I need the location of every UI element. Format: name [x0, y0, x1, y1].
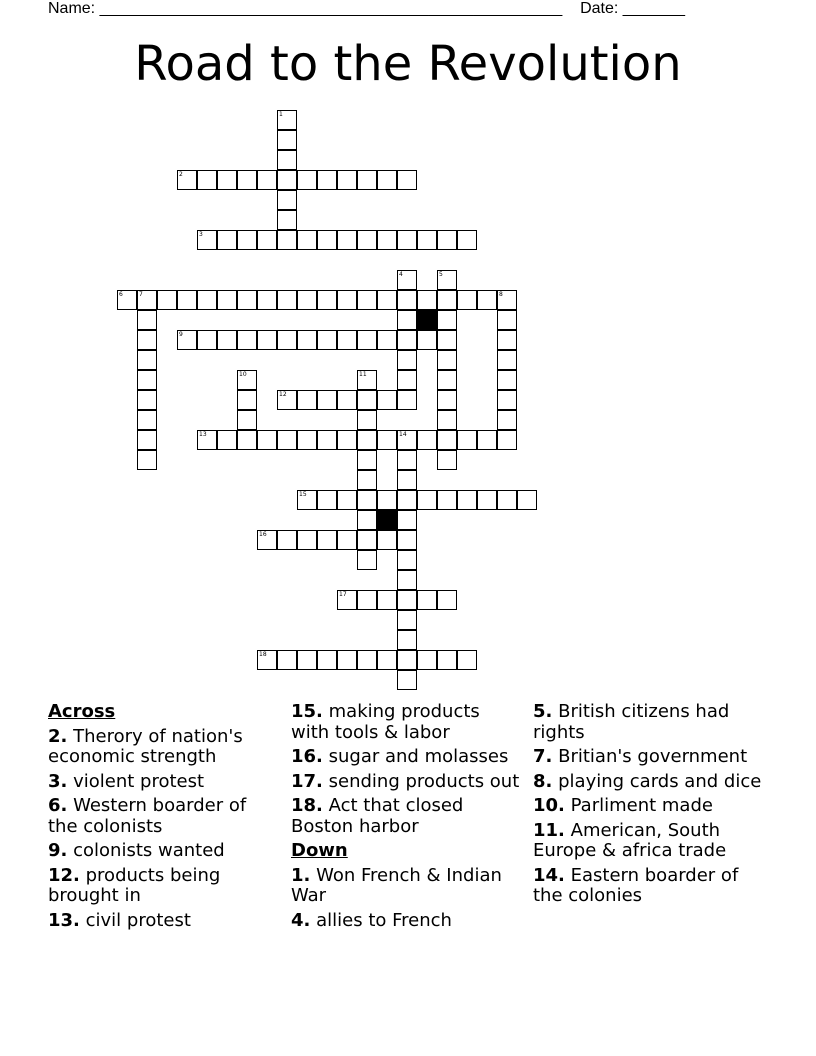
grid-cell[interactable]: [317, 390, 337, 410]
grid-cell[interactable]: [177, 170, 197, 190]
grid-cell[interactable]: [317, 170, 337, 190]
grid-cell[interactable]: [357, 410, 377, 430]
grid-cell[interactable]: [277, 390, 297, 410]
grid-cell[interactable]: [257, 170, 277, 190]
grid-cell[interactable]: [437, 350, 457, 370]
cell-number: 2: [179, 171, 183, 178]
grid-cell[interactable]: [357, 330, 377, 350]
clues-column-1: [48, 702, 278, 935]
grid-cell[interactable]: [397, 290, 417, 310]
grid-cell[interactable]: [277, 170, 297, 190]
grid-cell[interactable]: [297, 530, 317, 550]
grid-cell[interactable]: [337, 230, 357, 250]
grid-cell[interactable]: [237, 410, 257, 430]
down-heading: Down: [291, 840, 348, 861]
grid-cell[interactable]: [317, 530, 337, 550]
grid-cell[interactable]: [397, 530, 417, 550]
grid-cell[interactable]: [397, 230, 417, 250]
grid-cell[interactable]: [257, 650, 277, 670]
clue-across-15: 15. making products with tools & labor: [291, 701, 480, 743]
grid-cell[interactable]: [357, 650, 377, 670]
grid-cell[interactable]: [477, 290, 497, 310]
grid-cell[interactable]: [457, 290, 477, 310]
grid-cell[interactable]: [277, 230, 297, 250]
grid-cell[interactable]: [437, 650, 457, 670]
grid-cell[interactable]: [437, 330, 457, 350]
grid-cell[interactable]: [497, 430, 517, 450]
grid-cell[interactable]: [457, 490, 477, 510]
clues-column-3: [533, 702, 763, 911]
cell-number: 13: [199, 431, 207, 438]
grid-cell[interactable]: [137, 290, 157, 310]
grid-cell[interactable]: [437, 290, 457, 310]
cell-number: 12: [279, 391, 287, 398]
grid-cell[interactable]: [217, 430, 237, 450]
grid-cell[interactable]: [297, 230, 317, 250]
grid-cell[interactable]: [377, 290, 397, 310]
cell-number: 4: [399, 271, 403, 278]
grid-cell[interactable]: [397, 270, 417, 290]
grid-cell[interactable]: [417, 490, 437, 510]
blocked-cell: [417, 310, 437, 330]
clue-across-6: 6. Western boarder of the colonists: [48, 795, 247, 837]
grid-cell[interactable]: [417, 590, 437, 610]
grid-cell[interactable]: [497, 310, 517, 330]
grid-cell[interactable]: [137, 310, 157, 330]
grid-cell[interactable]: [277, 530, 297, 550]
grid-cell[interactable]: [217, 170, 237, 190]
cell-number: 15: [299, 491, 307, 498]
grid-cell[interactable]: [177, 290, 197, 310]
grid-cell[interactable]: [237, 370, 257, 390]
grid-cell[interactable]: [277, 130, 297, 150]
grid-cell[interactable]: [297, 290, 317, 310]
grid-cell[interactable]: [377, 530, 397, 550]
cell-number: 8: [499, 291, 503, 298]
cell-number: 6: [119, 291, 123, 298]
clue-down-7: 7. Britian's government: [533, 746, 748, 767]
grid-cell[interactable]: [357, 370, 377, 390]
grid-cell[interactable]: [377, 490, 397, 510]
grid-cell[interactable]: [377, 170, 397, 190]
grid-cell[interactable]: [357, 510, 377, 530]
across-heading: Across: [48, 701, 116, 722]
grid-cell[interactable]: [437, 270, 457, 290]
date-label: Date:: [580, 0, 619, 17]
clue-across-3: 3. violent protest: [48, 770, 205, 792]
grid-cell[interactable]: [397, 650, 417, 670]
grid-cell[interactable]: [417, 230, 437, 250]
grid-cell[interactable]: [337, 590, 357, 610]
grid-cell[interactable]: [117, 290, 137, 310]
clue-across-9: 9. colonists wanted: [48, 840, 225, 861]
grid-cell[interactable]: [317, 230, 337, 250]
grid-cell[interactable]: [357, 430, 377, 450]
grid-cell[interactable]: [377, 650, 397, 670]
grid-cell[interactable]: [277, 650, 297, 670]
grid-cell[interactable]: [317, 330, 337, 350]
grid-cell[interactable]: [257, 530, 277, 550]
grid-cell[interactable]: [497, 330, 517, 350]
grid-cell[interactable]: [417, 290, 437, 310]
grid-cell[interactable]: [417, 330, 437, 350]
cell-number: 11: [359, 371, 367, 378]
grid-cell[interactable]: [337, 430, 357, 450]
grid-cell[interactable]: [397, 510, 417, 530]
name-field-line[interactable]: ____________________________________________________: [99, 0, 563, 17]
grid-cell[interactable]: [377, 330, 397, 350]
grid-cell[interactable]: [437, 450, 457, 470]
grid-cell[interactable]: [397, 610, 417, 630]
grid-cell[interactable]: [397, 450, 417, 470]
grid-cell[interactable]: [357, 490, 377, 510]
cell-number: 10: [239, 371, 247, 378]
grid-cell[interactable]: [337, 330, 357, 350]
grid-cell[interactable]: [437, 390, 457, 410]
grid-cell[interactable]: [397, 550, 417, 570]
cell-number: 1: [279, 111, 283, 118]
grid-cell[interactable]: [297, 430, 317, 450]
grid-cell[interactable]: [217, 330, 237, 350]
grid-cell[interactable]: [317, 650, 337, 670]
grid-cell[interactable]: [217, 230, 237, 250]
grid-cell[interactable]: [297, 330, 317, 350]
grid-cell[interactable]: [277, 150, 297, 170]
grid-cell[interactable]: [357, 470, 377, 490]
grid-cell[interactable]: [417, 430, 437, 450]
grid-cell[interactable]: [337, 290, 357, 310]
page-title: Road to the Revolution: [134, 36, 682, 92]
grid-cell[interactable]: [277, 190, 297, 210]
clues-column-2: [291, 702, 521, 935]
grid-cell[interactable]: [457, 230, 477, 250]
grid-cell[interactable]: [377, 430, 397, 450]
grid-cell[interactable]: [357, 550, 377, 570]
grid-cell[interactable]: [377, 590, 397, 610]
grid-cell[interactable]: [437, 310, 457, 330]
grid-cell[interactable]: [397, 330, 417, 350]
grid-cell[interactable]: [237, 230, 257, 250]
clue-across-18: 18. Act that closed Boston harbor: [291, 795, 464, 837]
grid-cell[interactable]: [137, 390, 157, 410]
cell-number: 9: [179, 331, 183, 338]
grid-cell[interactable]: [237, 390, 257, 410]
grid-cell[interactable]: [497, 490, 517, 510]
clue-down-8: 8. playing cards and dice: [533, 770, 762, 792]
grid-cell[interactable]: [357, 530, 377, 550]
grid-cell[interactable]: [237, 330, 257, 350]
grid-cell[interactable]: [317, 430, 337, 450]
grid-cell[interactable]: [357, 230, 377, 250]
clue-down-1: 1. Won French & Indian War: [291, 864, 502, 906]
clue-down-4: 4. allies to French: [291, 909, 452, 931]
grid-cell[interactable]: [497, 410, 517, 430]
grid-cell[interactable]: [437, 590, 457, 610]
grid-cell[interactable]: [237, 290, 257, 310]
clue-down-10: 10. Parliment made: [533, 795, 713, 816]
grid-cell[interactable]: [437, 370, 457, 390]
clue-across-16: 16. sugar and molasses: [291, 746, 509, 767]
grid-cell[interactable]: [137, 410, 157, 430]
grid-cell[interactable]: [397, 370, 417, 390]
grid-cell[interactable]: [277, 330, 297, 350]
cell-number: 5: [439, 271, 443, 278]
grid-cell[interactable]: [137, 430, 157, 450]
grid-cell[interactable]: [257, 230, 277, 250]
grid-cell[interactable]: [297, 490, 317, 510]
clue-across-13: 13. civil protest: [48, 909, 191, 931]
grid-cell[interactable]: [437, 430, 457, 450]
grid-cell[interactable]: [437, 410, 457, 430]
clue-across-2: 2. Therory of nation's economic strength: [48, 725, 243, 767]
grid-cell[interactable]: [397, 590, 417, 610]
grid-cell[interactable]: [337, 390, 357, 410]
grid-cell[interactable]: [497, 350, 517, 370]
grid-cell[interactable]: [397, 490, 417, 510]
grid-cell[interactable]: [437, 230, 457, 250]
grid-cell[interactable]: [497, 390, 517, 410]
grid-cell[interactable]: [257, 290, 277, 310]
grid-cell[interactable]: [357, 390, 377, 410]
grid-cell[interactable]: [277, 110, 297, 130]
grid-cell[interactable]: [197, 290, 217, 310]
cell-number: 7: [139, 291, 143, 298]
grid-cell[interactable]: [277, 210, 297, 230]
date-field-line[interactable]: _______: [622, 0, 686, 17]
cell-number: 18: [259, 651, 267, 658]
grid-cell[interactable]: [317, 490, 337, 510]
grid-cell[interactable]: [277, 430, 297, 450]
grid-cell[interactable]: [237, 170, 257, 190]
grid-cell[interactable]: [337, 170, 357, 190]
clue-down-14: 14. Eastern boarder of the colonies: [533, 864, 739, 906]
grid-cell[interactable]: [137, 450, 157, 470]
blocked-cell: [377, 510, 397, 530]
cell-number: 3: [199, 231, 203, 238]
grid-cell[interactable]: [297, 650, 317, 670]
grid-cell[interactable]: [397, 350, 417, 370]
grid-cell[interactable]: [177, 330, 197, 350]
grid-cell[interactable]: [297, 170, 317, 190]
grid-cell[interactable]: [137, 370, 157, 390]
grid-cell[interactable]: [417, 650, 437, 670]
grid-cell[interactable]: [397, 170, 417, 190]
grid-cell[interactable]: [497, 290, 517, 310]
grid-cell[interactable]: [357, 450, 377, 470]
grid-cell[interactable]: [437, 490, 457, 510]
clue-down-11: 11. American, South Europe & africa trade: [533, 819, 727, 861]
grid-cell[interactable]: [457, 430, 477, 450]
grid-cell[interactable]: [277, 290, 297, 310]
grid-cell[interactable]: [337, 530, 357, 550]
cell-number: 17: [339, 591, 347, 598]
grid-cell[interactable]: [377, 390, 397, 410]
grid-cell[interactable]: [197, 330, 217, 350]
grid-cell[interactable]: [397, 470, 417, 490]
clue-down-5: 5. British citizens had rights: [533, 701, 730, 743]
grid-cell[interactable]: [397, 310, 417, 330]
grid-cell[interactable]: [397, 630, 417, 650]
grid-cell[interactable]: [157, 290, 177, 310]
grid-cell[interactable]: [477, 490, 497, 510]
grid-cell[interactable]: [337, 650, 357, 670]
grid-cell[interactable]: [257, 430, 277, 450]
grid-cell[interactable]: [237, 430, 257, 450]
grid-cell[interactable]: [397, 570, 417, 590]
grid-cell[interactable]: [217, 290, 237, 310]
grid-cell[interactable]: [477, 430, 497, 450]
grid-cell[interactable]: [397, 390, 417, 410]
grid-cell[interactable]: [197, 430, 217, 450]
clue-across-17: 17. sending products out: [291, 770, 520, 792]
grid-cell[interactable]: [397, 430, 417, 450]
grid-cell[interactable]: [297, 390, 317, 410]
grid-cell[interactable]: [137, 330, 157, 350]
grid-cell[interactable]: [397, 670, 417, 690]
grid-cell[interactable]: [197, 230, 217, 250]
name-label: Name:: [48, 0, 96, 17]
cell-number: 16: [259, 531, 267, 538]
grid-cell[interactable]: [337, 490, 357, 510]
grid-cell[interactable]: [457, 650, 477, 670]
grid-cell[interactable]: [197, 170, 217, 190]
grid-cell[interactable]: [517, 490, 537, 510]
grid-cell[interactable]: [357, 590, 377, 610]
grid-cell[interactable]: [137, 350, 157, 370]
grid-cell[interactable]: [357, 290, 377, 310]
cell-number: 14: [399, 431, 407, 438]
clue-across-12: 12. products being brought in: [48, 864, 221, 906]
grid-cell[interactable]: [377, 230, 397, 250]
grid-cell[interactable]: [357, 170, 377, 190]
grid-cell[interactable]: [257, 330, 277, 350]
grid-cell[interactable]: [317, 290, 337, 310]
grid-cell[interactable]: [497, 370, 517, 390]
